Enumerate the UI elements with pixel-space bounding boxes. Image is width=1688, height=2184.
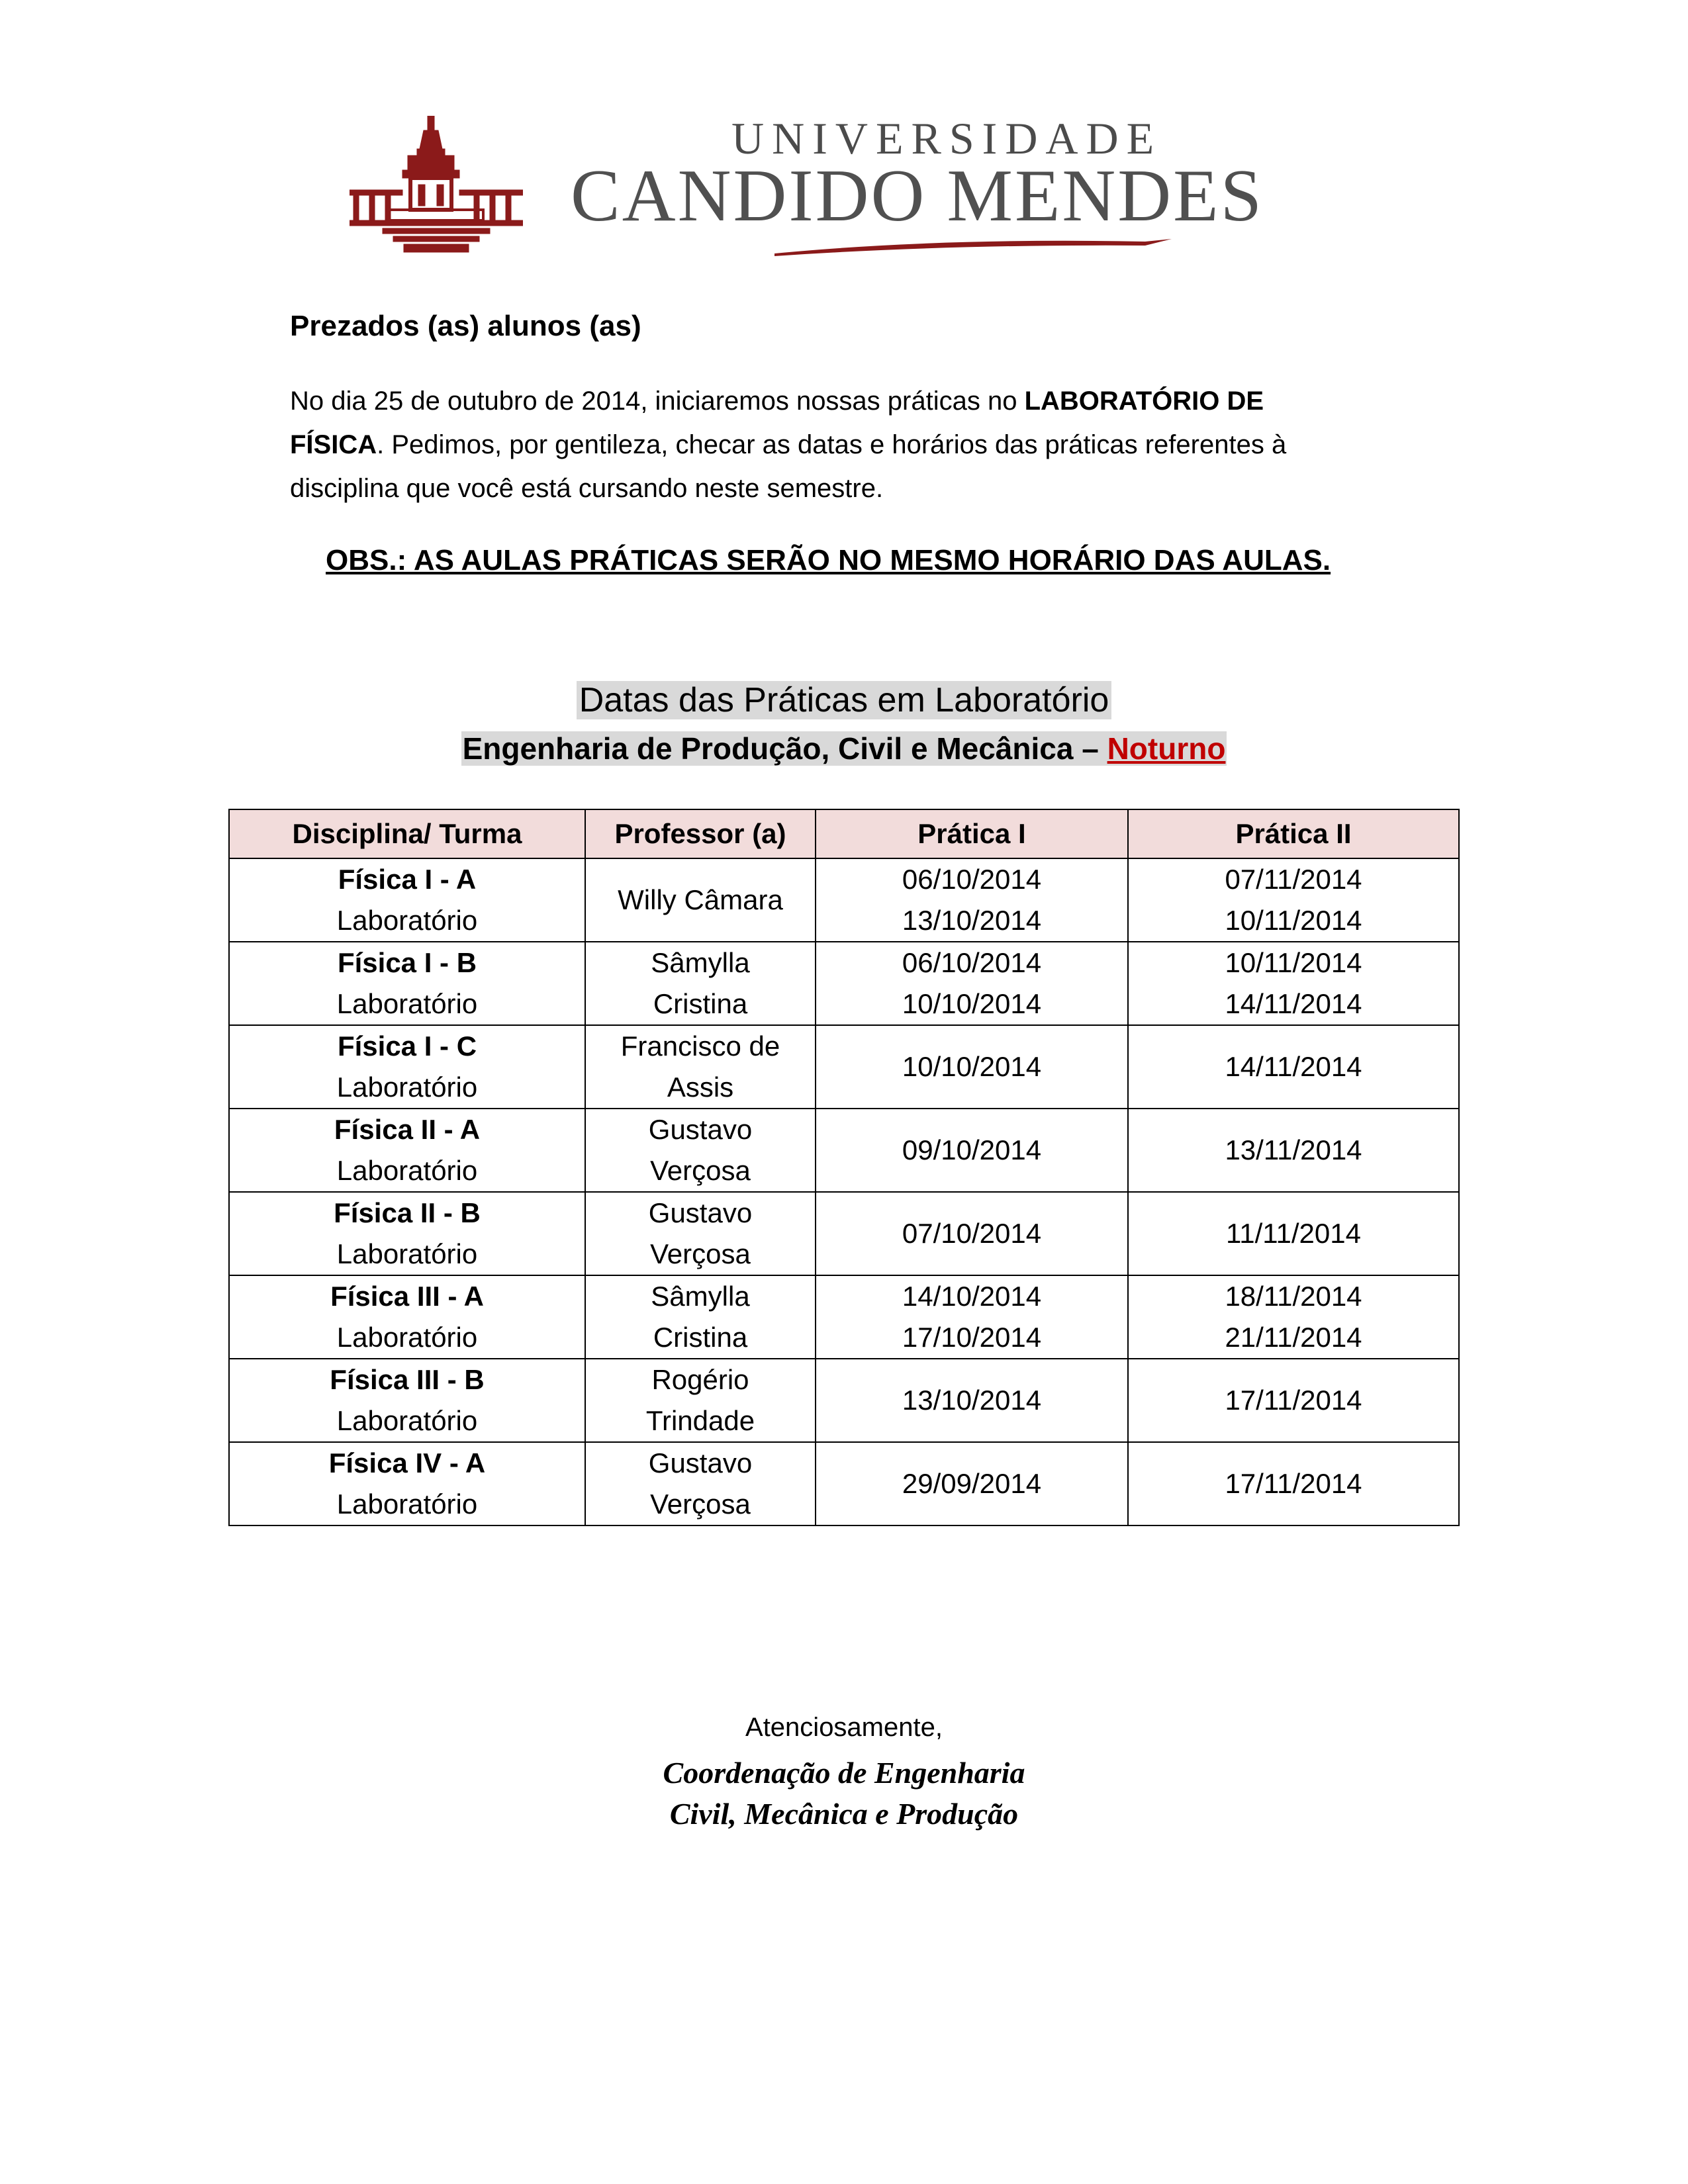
table-row xyxy=(229,1442,1459,1525)
pratica-2-date: 10/11/2014 xyxy=(1225,947,1362,978)
section-title-container xyxy=(0,680,1688,720)
disciplina-type: Laboratório xyxy=(336,1155,478,1186)
shift-label: Noturno xyxy=(1107,731,1226,766)
signature-line-1: Coordenação de Engenharia xyxy=(663,1756,1025,1790)
pratica-1-date: 13/10/2014 xyxy=(902,1385,1042,1416)
logo-wordmark-main: CANDIDO MENDES xyxy=(571,155,1264,237)
pratica-2-date: 17/11/2014 xyxy=(1225,1385,1362,1416)
disciplina-cell xyxy=(229,942,585,1025)
observation-note: OBS.: AS AULAS PRÁTICAS SERÃO NO MESMO HORÁRIO DAS AULAS. xyxy=(326,544,1331,576)
disciplina-cell xyxy=(229,1025,585,1109)
professor-name: Trindade xyxy=(645,1405,755,1436)
disciplina-name: Física II - B xyxy=(334,1197,481,1228)
disciplina-name: Física I - B xyxy=(337,947,477,978)
table-body xyxy=(229,858,1459,1525)
disciplina-cell xyxy=(229,1442,585,1525)
column-header-disciplina: Disciplina/ Turma xyxy=(229,809,585,858)
pratica-1-date: 06/10/2014 xyxy=(902,864,1042,895)
disciplina-type: Laboratório xyxy=(336,1405,478,1436)
disciplina-type: Laboratório xyxy=(336,1322,478,1353)
disciplina-type: Laboratório xyxy=(336,988,478,1019)
column-header-pratica-2: Prática II xyxy=(1128,809,1459,858)
disciplina-cell xyxy=(229,858,585,942)
disciplina-name: Física IV - A xyxy=(328,1447,486,1479)
pratica-2-cell xyxy=(1128,1025,1459,1109)
pratica-1-cell xyxy=(816,1192,1128,1275)
disciplina-cell xyxy=(229,1275,585,1359)
professor-name: Gustavo xyxy=(648,1197,753,1228)
intro-paragraph-line-2 xyxy=(290,430,1286,460)
university-emblem-icon xyxy=(350,116,523,256)
professor-name: Sâmylla xyxy=(651,1281,750,1312)
pratica-2-date: 17/11/2014 xyxy=(1225,1468,1362,1499)
intro-paragraph-line-3: disciplina que você está cursando neste semestre. xyxy=(290,474,884,503)
pratica-1-cell xyxy=(816,1025,1128,1109)
disciplina-type: Laboratório xyxy=(336,1488,478,1520)
professor-name: Sâmylla xyxy=(651,947,750,978)
pratica-2-cell xyxy=(1128,1442,1459,1525)
disciplina-type: Laboratório xyxy=(336,1071,478,1103)
professor-name: Verçosa xyxy=(650,1155,751,1186)
pratica-1-cell xyxy=(816,1359,1128,1442)
intro-text: No dia 25 de outubro de 2014, iniciaremos nossas práticas no xyxy=(290,387,1025,416)
disciplina-name: Física I - A xyxy=(338,864,477,895)
column-header-professor: Professor (a) xyxy=(585,809,816,858)
pratica-2-cell xyxy=(1128,1109,1459,1192)
table-row xyxy=(229,1192,1459,1275)
disciplina-type: Laboratório xyxy=(336,1238,478,1269)
pratica-2-cell xyxy=(1128,1359,1459,1442)
professor-cell xyxy=(585,858,816,942)
pratica-2-date: 14/11/2014 xyxy=(1225,1051,1362,1082)
professor-name: Assis xyxy=(667,1071,734,1103)
professor-name: Gustavo xyxy=(648,1447,753,1479)
pratica-2-date: 10/11/2014 xyxy=(1225,905,1362,936)
pratica-1-date: 14/10/2014 xyxy=(902,1281,1042,1312)
table-row xyxy=(229,1275,1459,1359)
intro-paragraph-line-1 xyxy=(290,387,1264,416)
professor-name: Gustavo xyxy=(648,1114,753,1145)
pratica-1-date: 13/10/2014 xyxy=(902,905,1042,936)
disciplina-name: Física III - A xyxy=(330,1281,484,1312)
logo-wordmark-top: UNIVERSIDADE xyxy=(731,113,1162,163)
pratica-1-cell xyxy=(816,1109,1128,1192)
pratica-1-date: 07/10/2014 xyxy=(902,1218,1042,1249)
courses-label: Engenharia de Produção, Civil e Mecânica – xyxy=(462,731,1107,766)
disciplina-cell xyxy=(229,1109,585,1192)
professor-cell xyxy=(585,942,816,1025)
signature xyxy=(0,1752,1688,1835)
pratica-2-date: 18/11/2014 xyxy=(1225,1281,1362,1312)
pratica-2-date: 14/11/2014 xyxy=(1225,988,1362,1019)
professor-name: Francisco de xyxy=(620,1030,780,1062)
pratica-2-cell xyxy=(1128,858,1459,942)
pratica-1-date: 06/10/2014 xyxy=(902,947,1042,978)
closing-salutation: Atenciosamente, xyxy=(745,1713,943,1742)
disciplina-cell xyxy=(229,1359,585,1442)
professor-cell xyxy=(585,1025,816,1109)
pratica-1-date: 09/10/2014 xyxy=(902,1134,1042,1165)
signature-line-2: Civil, Mecânica e Produção xyxy=(669,1797,1019,1831)
pratica-2-cell xyxy=(1128,1192,1459,1275)
column-header-pratica-1: Prática I xyxy=(816,809,1128,858)
pratica-2-date: 11/11/2014 xyxy=(1226,1218,1361,1249)
table-row xyxy=(229,858,1459,942)
table-row xyxy=(229,1359,1459,1442)
pratica-1-cell xyxy=(816,858,1128,942)
section-subtitle-container xyxy=(0,731,1688,766)
disciplina-name: Física III - B xyxy=(330,1364,485,1395)
pratica-2-date: 07/11/2014 xyxy=(1225,864,1362,895)
disciplina-name: Física II - A xyxy=(334,1114,481,1145)
disciplina-name: Física I - C xyxy=(337,1030,477,1062)
professor-name: Cristina xyxy=(653,988,748,1019)
disciplina-cell xyxy=(229,1192,585,1275)
professor-name: Cristina xyxy=(653,1322,748,1353)
pratica-2-date: 13/11/2014 xyxy=(1225,1134,1362,1165)
professor-name: Verçosa xyxy=(650,1488,751,1520)
lab-schedule-table xyxy=(228,809,1460,1526)
pratica-1-date: 29/09/2014 xyxy=(902,1468,1042,1499)
lab-name-bold: FÍSICA xyxy=(290,430,377,459)
section-title: Datas das Práticas em Laboratório xyxy=(577,681,1112,719)
professor-name: Verçosa xyxy=(650,1238,751,1269)
pratica-1-cell xyxy=(816,942,1128,1025)
professor-cell xyxy=(585,1359,816,1442)
professor-cell xyxy=(585,1192,816,1275)
pratica-2-date: 21/11/2014 xyxy=(1225,1322,1362,1353)
professor-cell xyxy=(585,1275,816,1359)
section-subtitle xyxy=(461,731,1227,766)
professor-name: Willy Câmara xyxy=(618,884,783,915)
pratica-1-date: 10/10/2014 xyxy=(902,988,1042,1019)
table-row xyxy=(229,1025,1459,1109)
pratica-1-date: 17/10/2014 xyxy=(902,1322,1042,1353)
pratica-1-cell xyxy=(816,1442,1128,1525)
greeting: Prezados (as) alunos (as) xyxy=(290,310,641,342)
pratica-2-cell xyxy=(1128,1275,1459,1359)
pratica-1-date: 10/10/2014 xyxy=(902,1051,1042,1082)
professor-cell xyxy=(585,1442,816,1525)
logo-swoosh xyxy=(774,235,1172,261)
lab-name-bold: LABORATÓRIO DE xyxy=(1024,387,1264,416)
table-row xyxy=(229,942,1459,1025)
pratica-2-cell xyxy=(1128,942,1459,1025)
professor-cell xyxy=(585,1109,816,1192)
table-header-row xyxy=(229,809,1459,858)
pratica-1-cell xyxy=(816,1275,1128,1359)
professor-name: Rogério xyxy=(651,1364,749,1395)
intro-text: . Pedimos, por gentileza, checar as datas e horários das práticas referentes à xyxy=(377,430,1287,459)
table-row xyxy=(229,1109,1459,1192)
disciplina-type: Laboratório xyxy=(336,905,478,936)
